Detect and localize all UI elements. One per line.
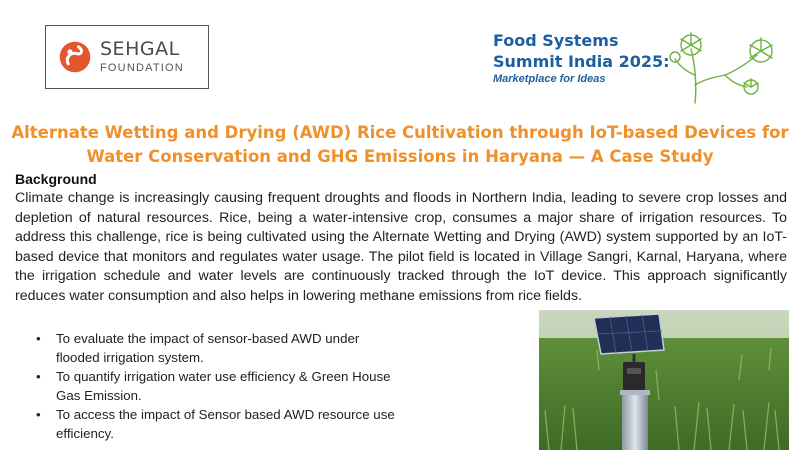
sehgal-logo-icon <box>58 40 92 74</box>
summit-logo <box>493 30 670 85</box>
objective-text: To evaluate the impact of sensor-based AWD under flooded irrigation system. <box>56 331 360 365</box>
objectives-list <box>36 330 406 444</box>
page-title <box>10 121 790 169</box>
sehgal-foundation-logo <box>45 25 209 89</box>
background-paragraph: Climate change is increasingly causing frequent droughts and floods in Northern India, leading to severe crop losses and depletion of natural resources. Rice, being a water-intensive crop, consumes a major share of irrigation resources. To address this challenge, rice is being cultivated using the Alternate Wetting and Drying (AWD) system supported by an IoT-based device that monitors and regulates water usage. The pilot field is located in Village Sangri, Karnal, Haryana, where the irrigation schedule and water levels are continuously tracked through the IoT device. This approach significantly reduces water consumption and also helps in lowering methane emissions from rice fields. <box>15 190 787 304</box>
bullet-icon: • <box>36 369 41 384</box>
dandelion-plant-icon <box>665 25 785 105</box>
title-line1: Alternate Wetting and Drying (AWD) Rice Cultivation through IoT-based Devices for <box>11 123 789 142</box>
title-line2: Water Conservation and GHG Emissions in Haryana — A Case Study <box>86 147 714 166</box>
logo-sub: FOUNDATION <box>100 62 184 74</box>
summit-line2: Summit India 2025: <box>493 52 670 71</box>
iot-device-field-photo <box>539 310 789 450</box>
list-item <box>36 406 406 443</box>
summit-tagline: Marketplace for Ideas <box>493 73 606 85</box>
bullet-icon: • <box>36 331 41 346</box>
background-heading: Background <box>15 171 97 187</box>
logo-name: SEHGAL <box>100 38 180 60</box>
list-item <box>36 368 406 405</box>
bullet-icon: • <box>36 407 41 422</box>
objective-text: To quantify irrigation water use efficiency & Green House Gas Emission. <box>56 369 391 403</box>
list-item <box>36 330 406 367</box>
objective-text: To access the impact of Sensor based AWD resource use efficiency. <box>56 407 395 441</box>
summit-line1: Food Systems <box>493 31 619 50</box>
